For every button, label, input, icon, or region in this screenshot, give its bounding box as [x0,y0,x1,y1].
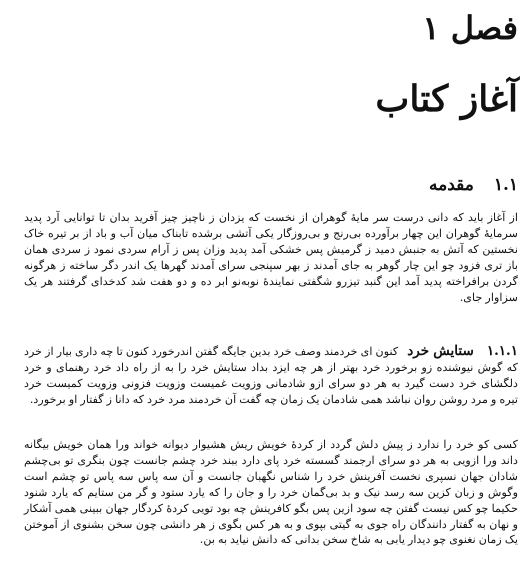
section-title: مقدمه [429,175,474,195]
subsection-body: کنون ای خردمند وصف خرد بدین جایگه گفتن اندرخورد کنون تا چه داری بیار از خرد که گوش نیوشنده زو برخورد خرد بهتر از هر چه ایزد بداد ستایش خرد را به از راه داد خرد رهنمای و خرد دلگشای خرد دست گیرد به هر دو سرای ازو شادمانی وزویت غمیست وزویت فزونی وزویت کمیست خرد تیره و مرد روشن روان نباشد همی شادمان یک زمان چه گفت آن خردمند مرد خرد که دانا ز گفتار او برخورد. [24,345,518,406]
chapter-title: آغاز کتاب [375,78,518,120]
body-paragraph: کسی کو خرد را ندارد ز پیش دلش گردد از کردهٔ خویش ریش هشیوار دیوانه خواند ورا همان خویش بیگانه داند ورا ازویی به هر دو سرای ارجمند گسسته خرد پای دارد ببند خرد چشم جانست چون بنگری تو بی‌چشم شادان جهان نسپری نخست آفرینش خرد را شناس نگهبان جانست و آن سه پاس سه پاس تو چشم است وگوش و زبان کزین سه رسد نیک و بد بی‌گمان خرد را و جان را که یارد ستود و گر من ستایم که یارد شنود حکیما چو کس نیست گفتن چه سود ازین پس بگو کافرینش چه بود تویی کردهٔ کردگار جهان ببینی همی آشکار و نهان به گفتار دانندگان راه جوی به گیتی بپوی و به هر کس بگوی ز هر دانشی چون سخن بشنوی از آموختن یک زمان نغنوی چو دیدار یابی به شاخ سخن بدانی که دانش نیاید به بن. [24,438,518,547]
intro-paragraph: از آغاز باید که دانی درست سر مایهٔ گوهران از نخست که یزدان ز ناچیز چیز آفرید بدان تا توانایی آرد پدید سرمایهٔ گوهران این چهار برآورده بی‌رنج و بی‌روزگار یکی آتشی برشده تابناک میان آب و باد از بر تیره خاک نخستین که آتش به جنبش دمید ز گرمیش پس خشکی آمد پدید وزان پس ز آرام سردی نمود ز سردی همان باز تری فزود چو این چار گوهر به جای آمدند ز بهر سپنجی سرای آمدند گهرها یک اندر دگر ساخته ز هرگونه گردن برافراخته پدید آمد این گنبد تیزرو شگفتی نمایندهٔ نوبه‌نو ابر ده و دو هفت شد کدخدای گرفتند هر یک سزاوار جای. [24,211,518,304]
section-number: ۱.۱ [493,175,518,195]
subsection-number: ۱.۱.۱ [486,343,518,359]
chapter-label: فصل ۱ [422,9,518,47]
section-heading [429,173,518,197]
subsection-title: ستایش خرد [407,343,474,359]
subsection-paragraph [24,344,518,408]
